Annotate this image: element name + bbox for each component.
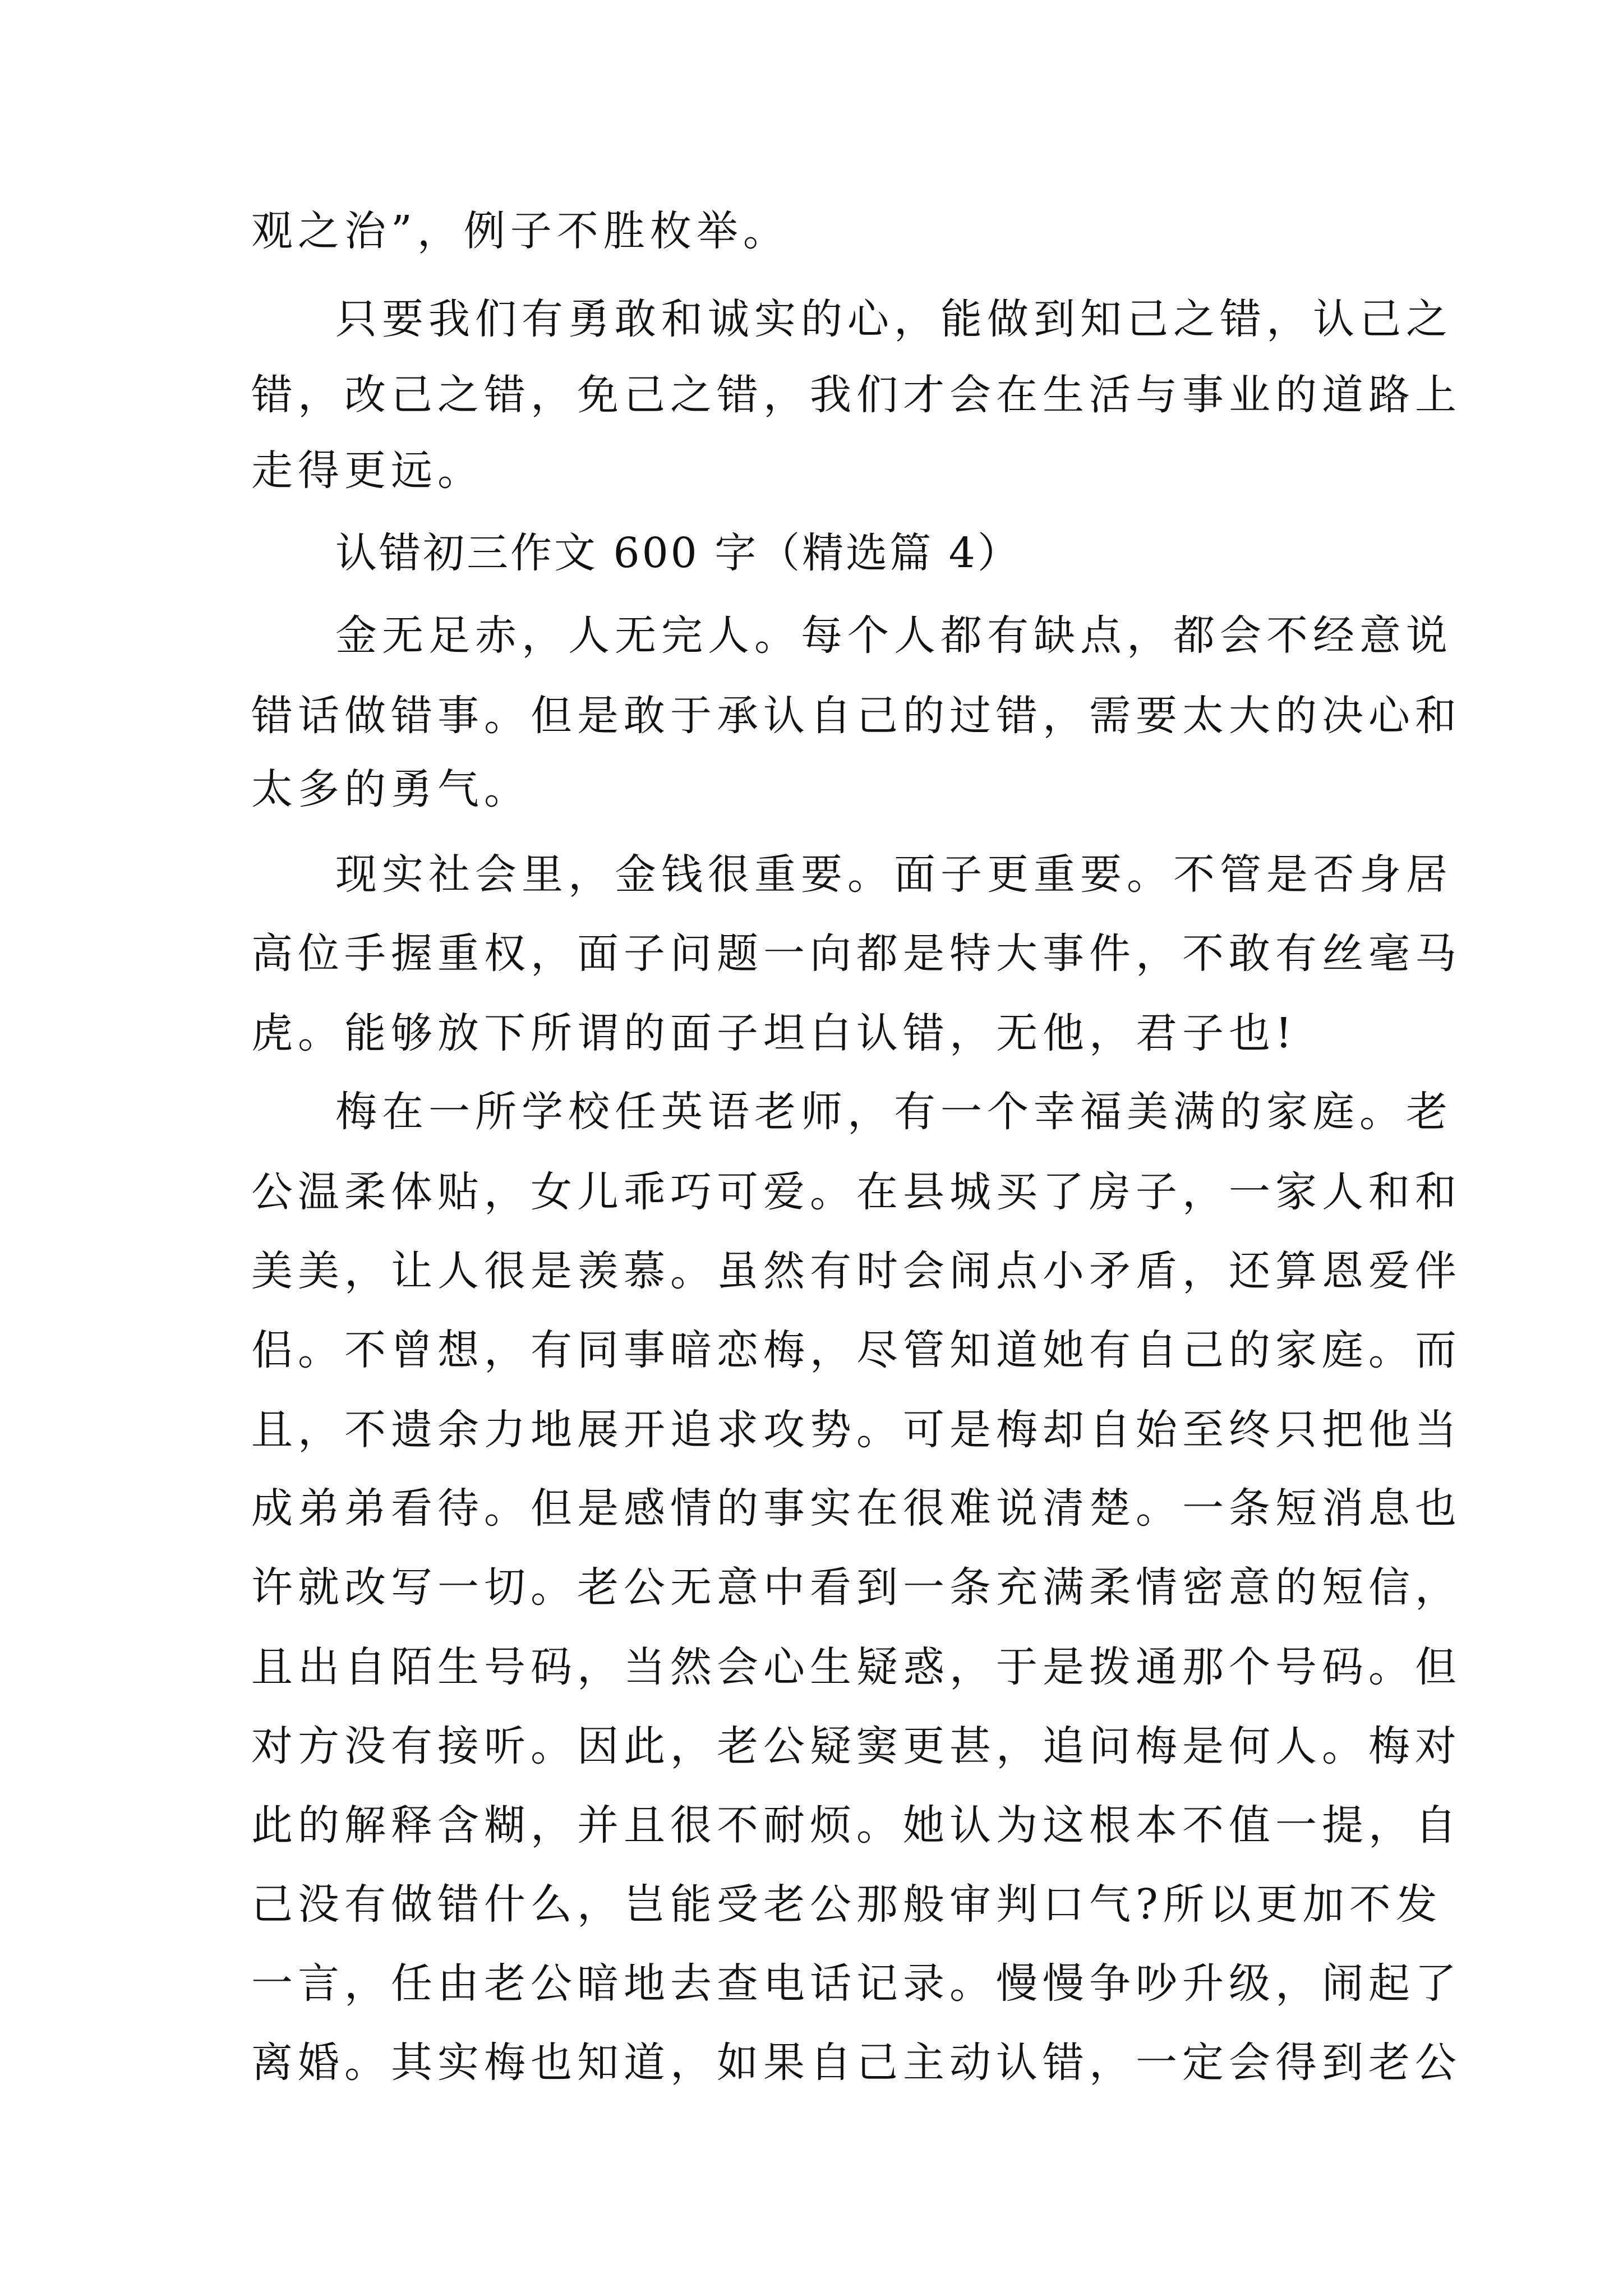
paragraph-first-line: 现实社会里，金钱很重要。面子更重要。不管是否身居: [335, 850, 1453, 899]
text-line: 错，改己之错，免己之错，我们才会在生活与事业的道路上: [251, 371, 1461, 419]
text-line: 且，不遗余力地展开追求攻势。可是梅却自始至终只把他当: [251, 1406, 1461, 1454]
paragraph-first-line: 梅在一所学校任英语老师，有一个幸福美满的家庭。老: [335, 1088, 1453, 1136]
paragraph-first-line: 金无足赤，人无完人。每个人都有缺点，都会不经意说: [335, 611, 1453, 660]
text-line: 美美，让人很是羡慕。虽然有时会闹点小矛盾，还算恩爱伴: [251, 1247, 1461, 1295]
text-line: 一言，任由老公暗地去查电话记录。慢慢争吵升级，闹起了: [251, 1959, 1461, 2008]
text-line: 离婚。其实梅也知道，如果自己主动认错，一定会得到老公: [251, 2039, 1461, 2087]
text-line: 公温柔体贴，女儿乖巧可爱。在县城买了房子，一家人和和: [251, 1168, 1461, 1216]
text-line: 侣。不曾想，有同事暗恋梅，尽管知道她有自己的家庭。而: [251, 1326, 1461, 1374]
text-line: 许就改写一切。老公无意中看到一条充满柔情密意的短信，: [251, 1563, 1461, 1612]
text-line: 观之治”，例子不胜枚举。: [251, 207, 790, 255]
text-line: 成弟弟看待。但是感情的事实在很难说清楚。一条短消息也: [251, 1484, 1461, 1533]
section-heading: 认错初三作文 600 字（精选篇 4）: [335, 529, 1021, 577]
text-line: 己没有做错什么，岂能受老公那般审判口气?所以更加不发: [251, 1880, 1442, 1929]
text-line: 高位手握重权，面子问题一向都是特大事件，不敢有丝毫马: [251, 930, 1461, 978]
text-line: 且出自陌生号码，当然会心生疑惑，于是拨通那个号码。但: [251, 1643, 1461, 1691]
paragraph-first-line: 只要我们有勇敢和诚实的心，能做到知己之错，认己之: [335, 295, 1453, 343]
text-line: 虎。能够放下所谓的面子坦白认错，无他，君子也!: [251, 1009, 1297, 1057]
text-line: 对方没有接听。因此，老公疑窦更甚，追问梅是何人。梅对: [251, 1722, 1461, 1770]
text-line: 太多的勇气。: [251, 765, 531, 813]
text-line: 走得更远。: [251, 447, 484, 495]
text-line: 错话做错事。但是敢于承认自己的过错，需要太大的决心和: [251, 692, 1461, 740]
text-line: 此的解释含糊，并且很不耐烦。她认为这根本不值一提，自: [251, 1801, 1461, 1849]
